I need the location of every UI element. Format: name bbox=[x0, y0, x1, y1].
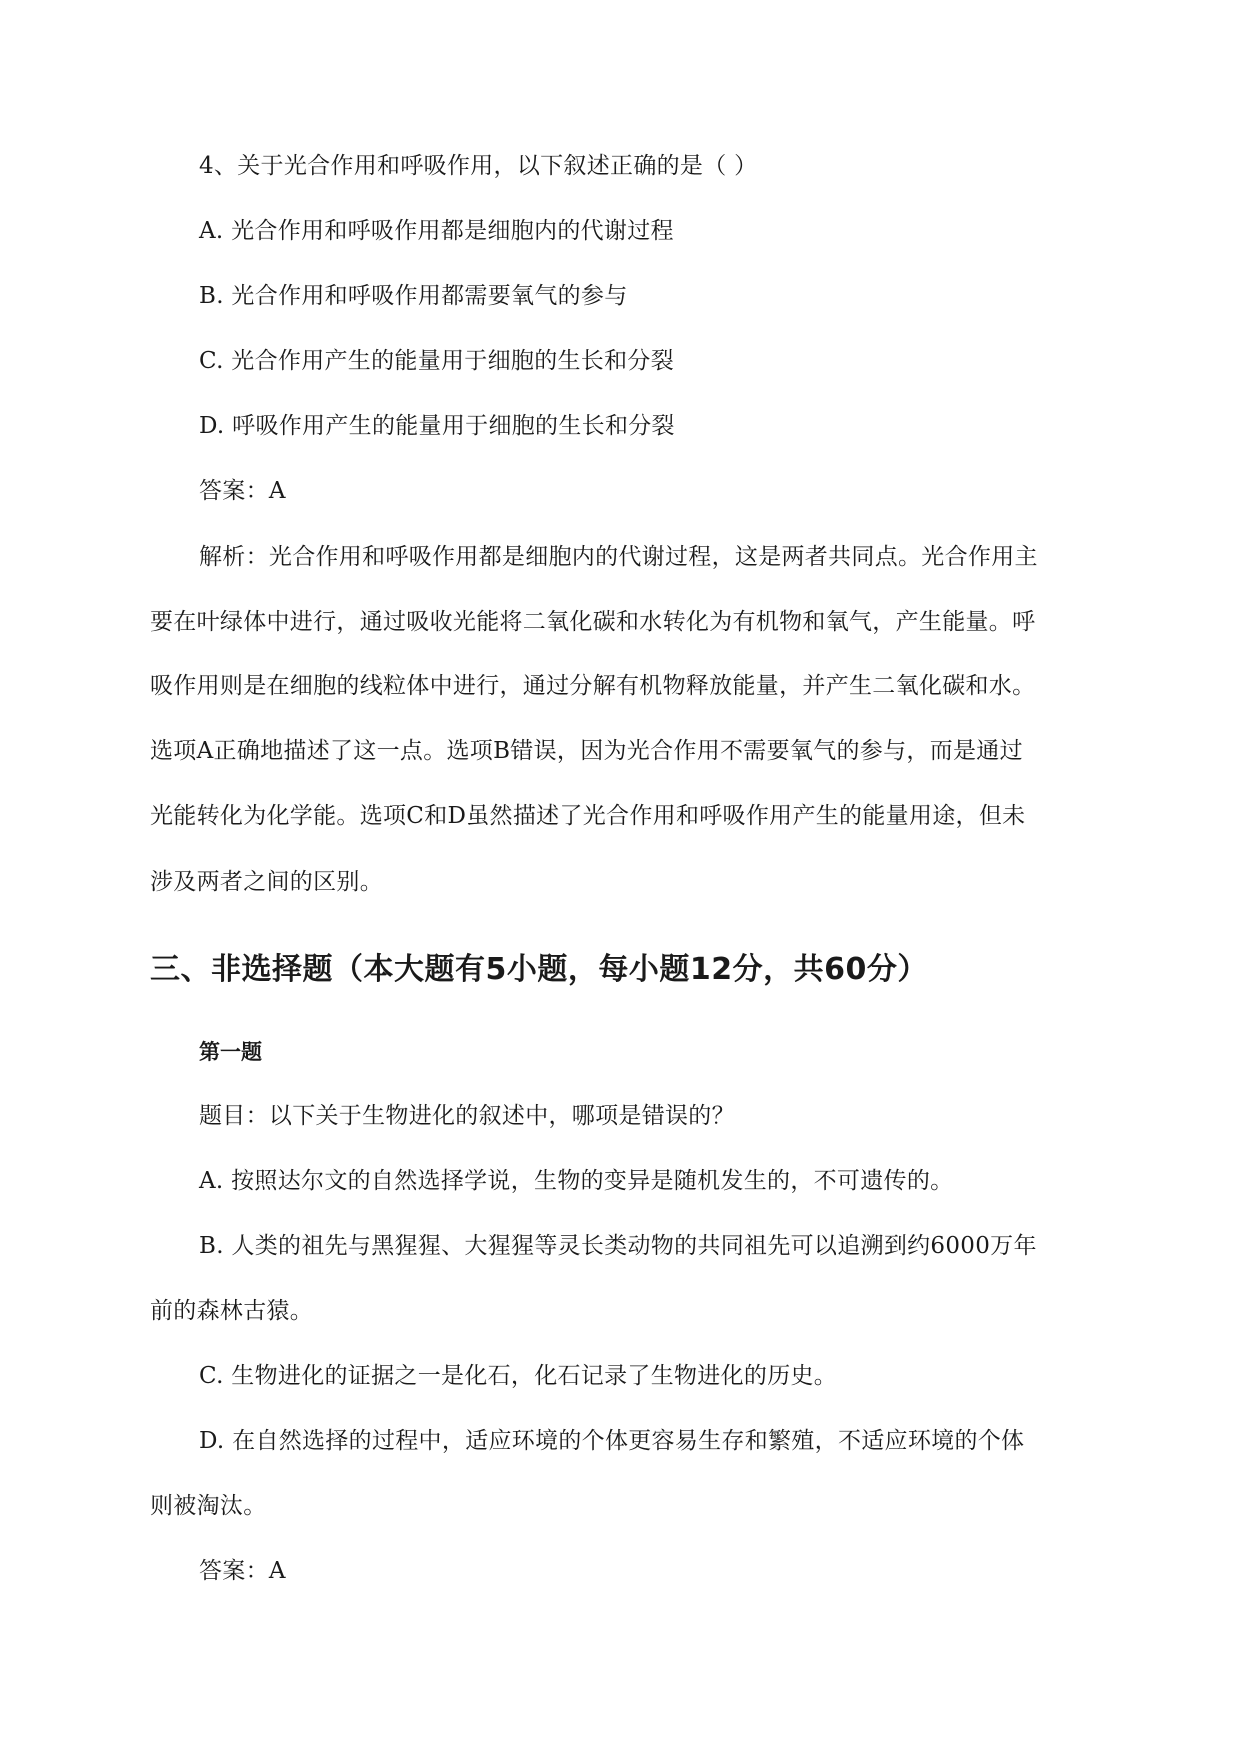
question-1-option-a: A. 按照达尔文的自然选择学说，生物的变异是随机发生的，不可遗传的。 bbox=[199, 1168, 954, 1194]
question-4-option-a: A. 光合作用和呼吸作用都是细胞内的代谢过程 bbox=[199, 218, 674, 244]
section-3-title: 三、非选择题（本大题有5小题，每小题12分，共60分） bbox=[150, 952, 928, 987]
question-4-analysis-line: 涉及两者之间的区别。 bbox=[150, 869, 383, 895]
question-4-analysis-line: 解析：光合作用和呼吸作用都是细胞内的代谢过程，这是两者共同点。光合作用主 bbox=[199, 544, 1038, 570]
question-1-stem: 题目：以下关于生物进化的叙述中，哪项是错误的？ bbox=[199, 1103, 735, 1129]
question-4-stem: 4、关于光合作用和呼吸作用，以下叙述正确的是（ ） bbox=[199, 153, 758, 179]
question-4-analysis-line: 要在叶绿体中进行，通过吸收光能将二氧化碳和水转化为有机物和氧气，产生能量。呼 bbox=[150, 609, 1036, 635]
question-4-analysis-line: 选项A正确地描述了这一点。选项B错误，因为光合作用不需要氧气的参与，而是通过 bbox=[150, 738, 1023, 764]
question-1-option-b-continued: 前的森林古猿。 bbox=[150, 1298, 314, 1324]
question-4-option-d: D. 呼吸作用产生的能量用于细胞的生长和分裂 bbox=[199, 413, 675, 439]
question-1-label: 第一题 bbox=[199, 1040, 262, 1064]
question-1-option-c: C. 生物进化的证据之一是化石，化石记录了生物进化的历史。 bbox=[199, 1363, 838, 1389]
question-4-answer: 答案：A bbox=[199, 478, 286, 504]
question-4-analysis-line: 光能转化为化学能。选项C和D虽然描述了光合作用和呼吸作用产生的能量用途，但未 bbox=[150, 803, 1026, 829]
question-1-option-d-continued: 则被淘汰。 bbox=[150, 1493, 267, 1519]
question-1-option-b: B. 人类的祖先与黑猩猩、大猩猩等灵长类动物的共同祖先可以追溯到约6000万年 bbox=[199, 1233, 1037, 1259]
question-4-option-c: C. 光合作用产生的能量用于细胞的生长和分裂 bbox=[199, 348, 675, 374]
question-1-option-d: D. 在自然选择的过程中，适应环境的个体更容易生存和繁殖，不适应环境的个体 bbox=[199, 1428, 1025, 1454]
question-1-answer: 答案：A bbox=[199, 1558, 286, 1584]
question-4-option-b: B. 光合作用和呼吸作用都需要氧气的参与 bbox=[199, 283, 628, 309]
question-4-analysis-line: 吸作用则是在细胞的线粒体中进行，通过分解有机物释放能量，并产生二氧化碳和水。 bbox=[150, 673, 1036, 699]
